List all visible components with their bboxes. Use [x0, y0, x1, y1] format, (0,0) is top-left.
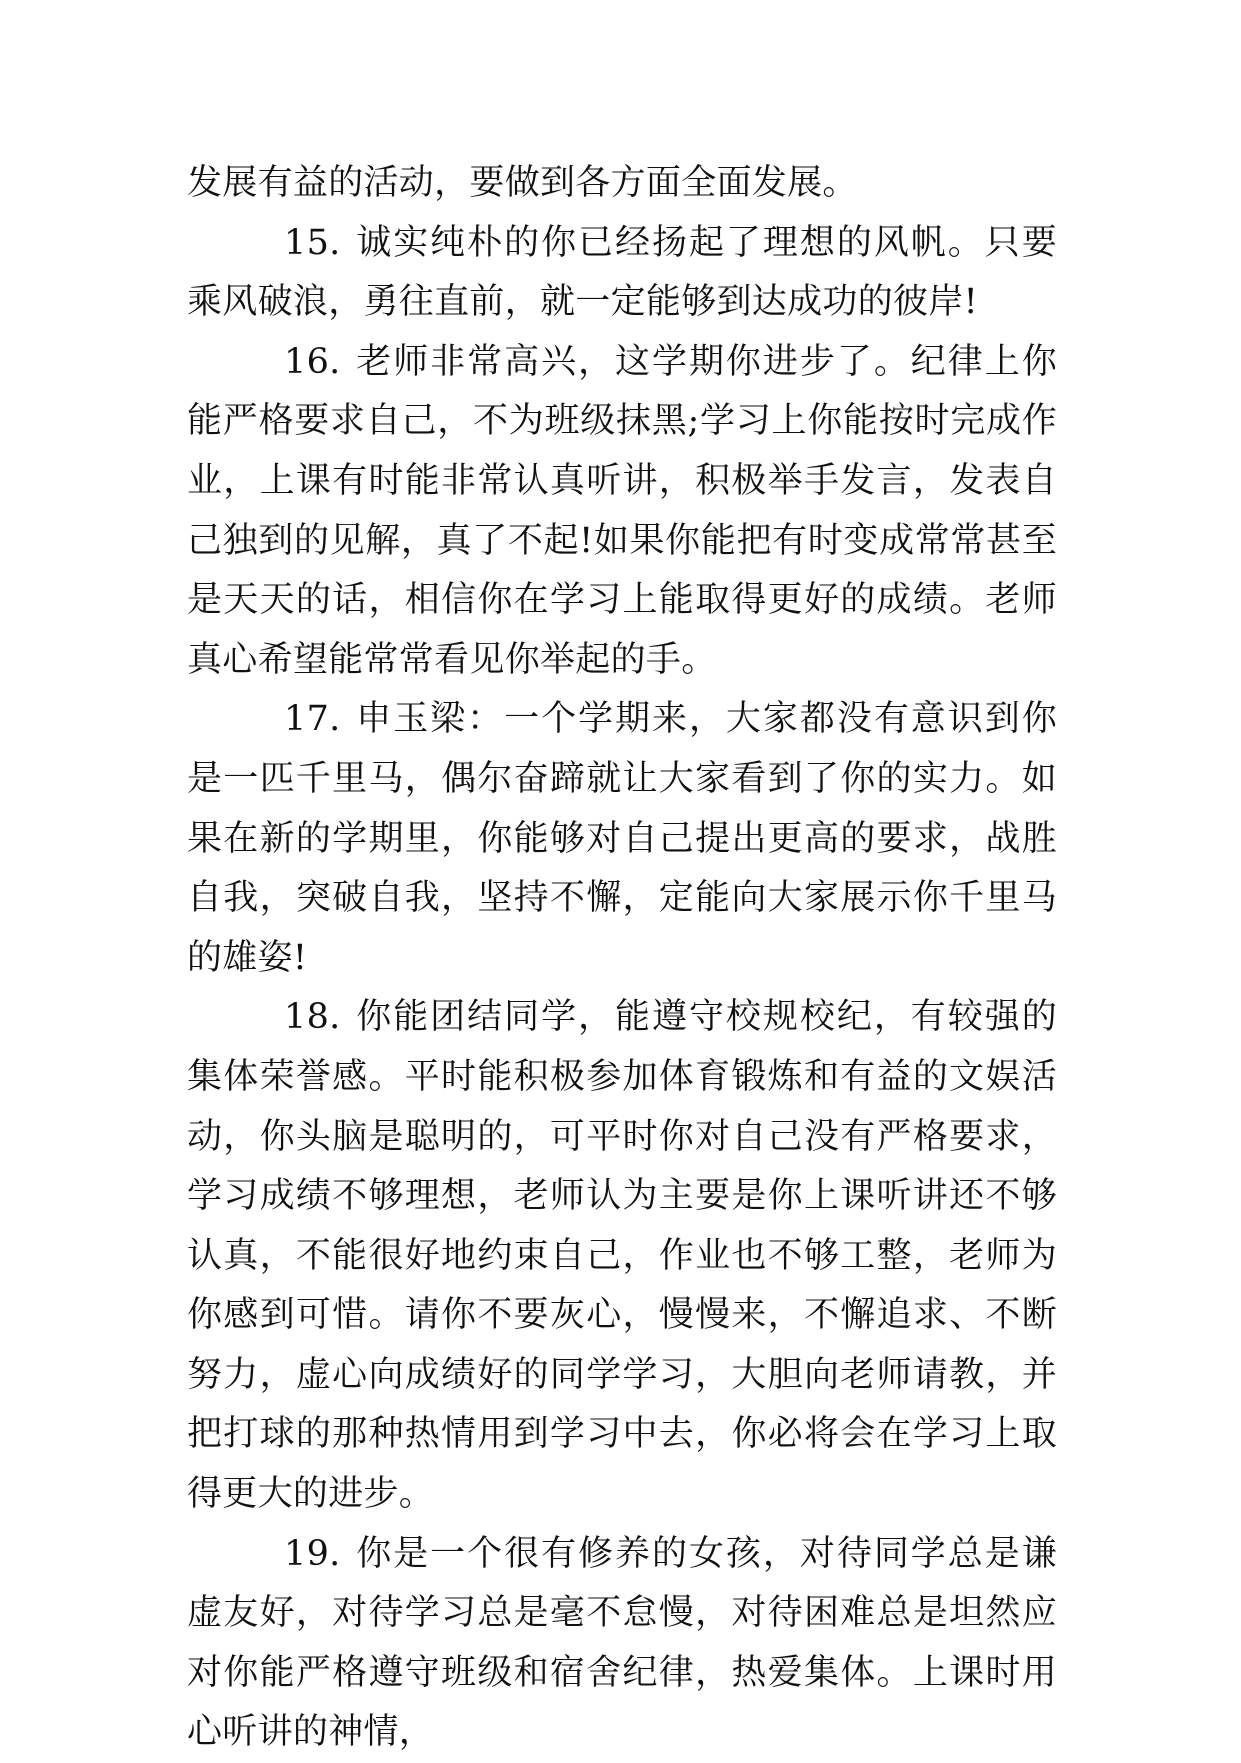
paragraph-number: 18. [284, 997, 341, 1038]
paragraph-text: 发展有益的活动，要做到各方面全面发展。 [187, 163, 858, 203]
paragraph-16 [187, 333, 1057, 691]
paragraph-number: 15. [284, 222, 341, 263]
paragraph-text: 老师非常高兴，这学期你进步了。纪律上你能严格要求自己，不为班级抹黑;学习上你能按时完成作业，上课有时能非常认真听讲，积极举手发言，发表自己独到的见解，真了不起!如果你能把有时变成常常甚至是天天的话，相信你在学习上能取得更好的成绩。老师真心希望能常常看见你举起的手。 [187, 341, 1057, 680]
paragraph-continuation [187, 154, 1057, 214]
paragraph-text: 你是一个很有修养的女孩，对待同学总是谦虚友好，对待学习总是毫不怠慢，对待困难总是坦然应对你能严格遵守班级和宿舍纪律，热爱集体。上课时用心听讲的神情， [187, 1533, 1057, 1753]
paragraph-18 [187, 988, 1057, 1524]
paragraph-number: 17. [284, 699, 341, 740]
paragraph-17 [187, 690, 1057, 988]
paragraph-text: 申玉梁：一个学期来，大家都没有意识到你是一匹千里马，偶尔奋蹄就让大家看到了你的实力。如果在新的学期里，你能够对自己提出更高的要求，战胜自我，突破自我，坚持不懈，定能向大家展示你千里马的雄姿! [187, 699, 1057, 978]
paragraph-19 [187, 1525, 1057, 1763]
paragraph-number: 16. [284, 341, 341, 382]
paragraph-text: 诚实纯朴的你已经扬起了理想的风帆。只要乘风破浪，勇往直前，就一定能够到达成功的彼岸! [187, 222, 1057, 323]
document-body [187, 154, 1057, 1763]
paragraph-number: 19. [284, 1533, 341, 1574]
paragraph-text: 你能团结同学，能遵守校规校纪，有较强的集体荣誉感。平时能积极参加体育锻炼和有益的文娱活动，你头脑是聪明的，可平时你对自己没有严格要求，学习成绩不够理想，老师认为主要是你上课听讲还不够认真，不能很好地约束自己，作业也不够工整，老师为你感到可惜。请你不要灰心，慢慢来，不懈追求、不断努力，虚心向成绩好的同学学习，大胆向老师请教，并把打球的那种热情用到学习中去，你必将会在学习上取得更大的进步。 [187, 997, 1057, 1515]
paragraph-15 [187, 214, 1057, 333]
